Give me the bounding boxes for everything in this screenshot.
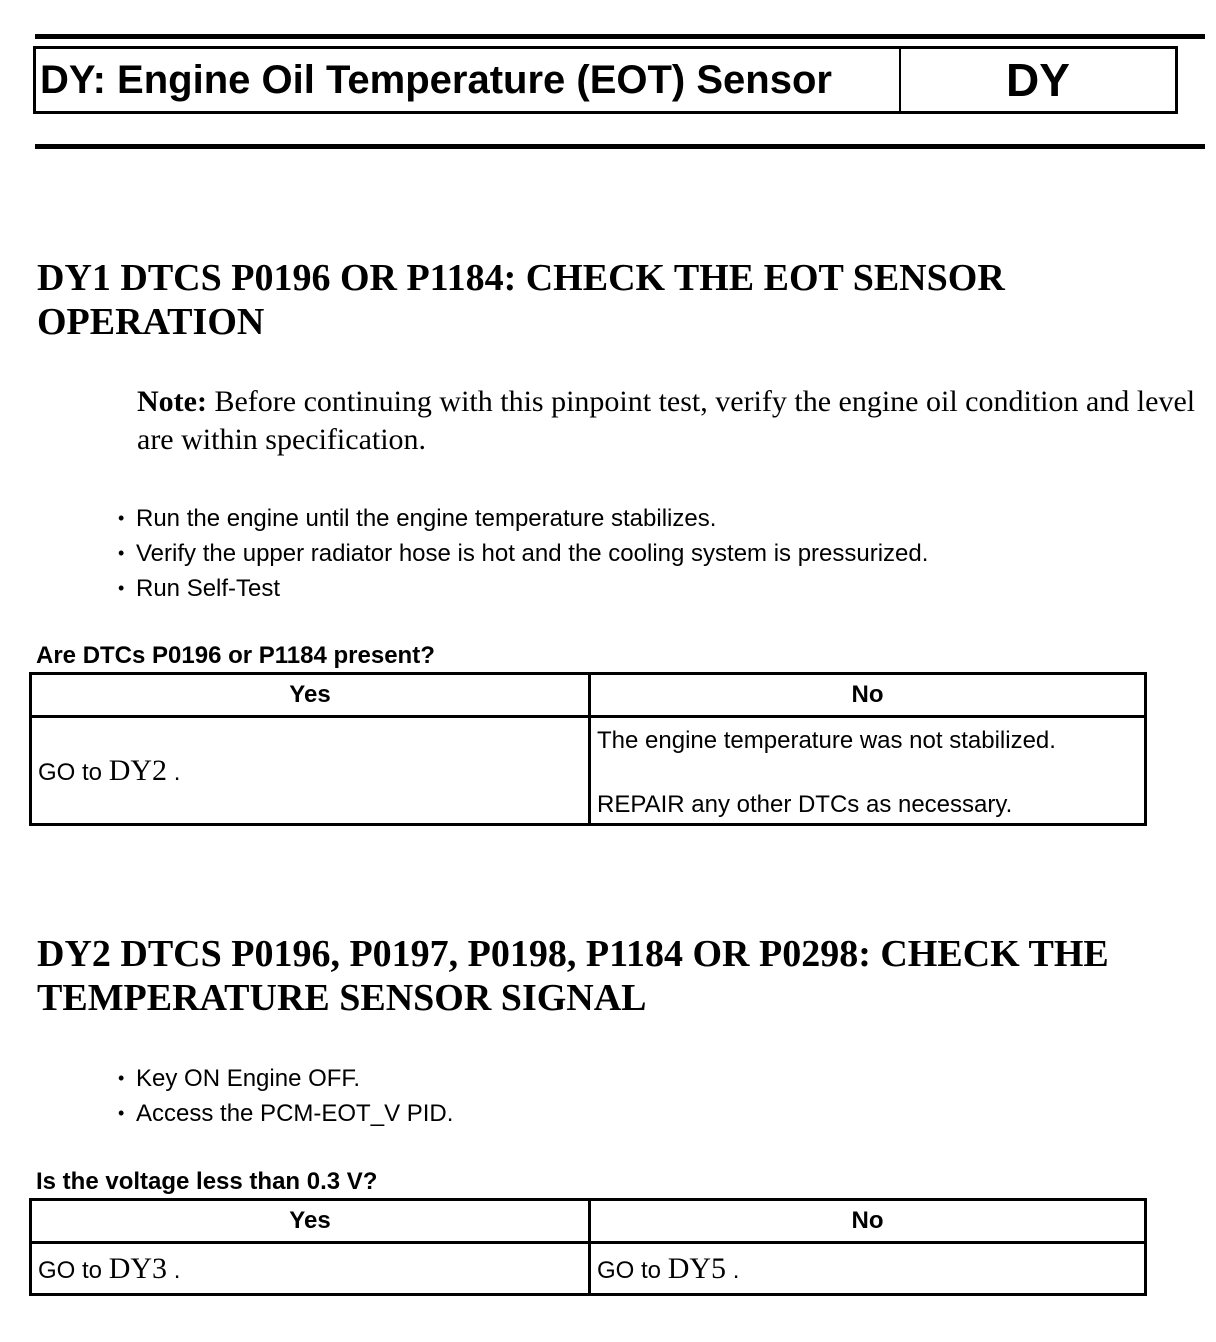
top-rule xyxy=(35,34,1205,39)
no-line: The engine temperature was not stabilized. xyxy=(597,727,1056,754)
dy1-note xyxy=(137,383,1197,459)
dy2-answer-table xyxy=(29,1198,1147,1296)
no-header: No xyxy=(590,674,1146,717)
dy2-steps xyxy=(118,1061,453,1131)
goto-dy3-link[interactable]: DY3 xyxy=(108,1251,168,1285)
page-header xyxy=(33,46,1178,114)
no-line: REPAIR any other DTCs as necessary. xyxy=(597,791,1013,818)
dy1-answer-table xyxy=(29,672,1147,826)
dy1-heading: DY1 DTCS P0196 OR P1184: CHECK THE EOT SENSOR OPERATION xyxy=(37,257,1005,343)
bottom-rule xyxy=(35,144,1205,149)
goto-prefix: GO to xyxy=(38,1256,103,1284)
goto-suffix: . xyxy=(173,1256,181,1284)
dy1-step: • Verify the upper radiator hose is hot and the cooling system is pressurized. xyxy=(118,536,928,571)
dy1-step: • Run the engine until the engine temperature stabilizes. xyxy=(118,501,928,536)
section-code: DY xyxy=(1006,54,1070,106)
goto-suffix: . xyxy=(732,1256,740,1284)
goto-prefix: GO to xyxy=(597,1256,662,1284)
goto-dy5-link[interactable]: DY5 xyxy=(667,1251,727,1285)
dy2-question: Is the voltage less than 0.3 V? xyxy=(36,1168,378,1195)
page-title: DY: Engine Oil Temperature (EOT) Sensor xyxy=(36,49,901,111)
yes-header: Yes xyxy=(31,674,590,717)
dy2-step: • Key ON Engine OFF. xyxy=(118,1061,453,1096)
goto-suffix: . xyxy=(173,758,181,786)
dy1-yes-cell xyxy=(31,717,590,825)
dy2-no-cell xyxy=(590,1243,1146,1295)
dy1-no-cell xyxy=(590,717,1146,825)
dy2-yes-cell xyxy=(31,1243,590,1295)
goto-prefix: GO to xyxy=(38,758,103,786)
dy1-steps xyxy=(118,501,928,606)
goto-dy2-link[interactable]: DY2 xyxy=(108,753,168,787)
yes-header: Yes xyxy=(31,1200,590,1243)
dy1-question: Are DTCs P0196 or P1184 present? xyxy=(36,642,435,669)
note-text: Before continuing with this pinpoint test, verify the engine oil condition and level are within specification. xyxy=(137,385,1196,456)
dy2-heading: DY2 DTCS P0196, P0197, P0198, P1184 OR P0298: CHECK THE TEMPERATURE SENSOR SIGNAL xyxy=(37,933,1109,1019)
dy2-step: • Access the PCM-EOT_V PID. xyxy=(118,1096,453,1131)
dy1-step: • Run Self-Test xyxy=(118,571,928,606)
note-label: Note: xyxy=(137,385,207,418)
no-header: No xyxy=(590,1200,1146,1243)
